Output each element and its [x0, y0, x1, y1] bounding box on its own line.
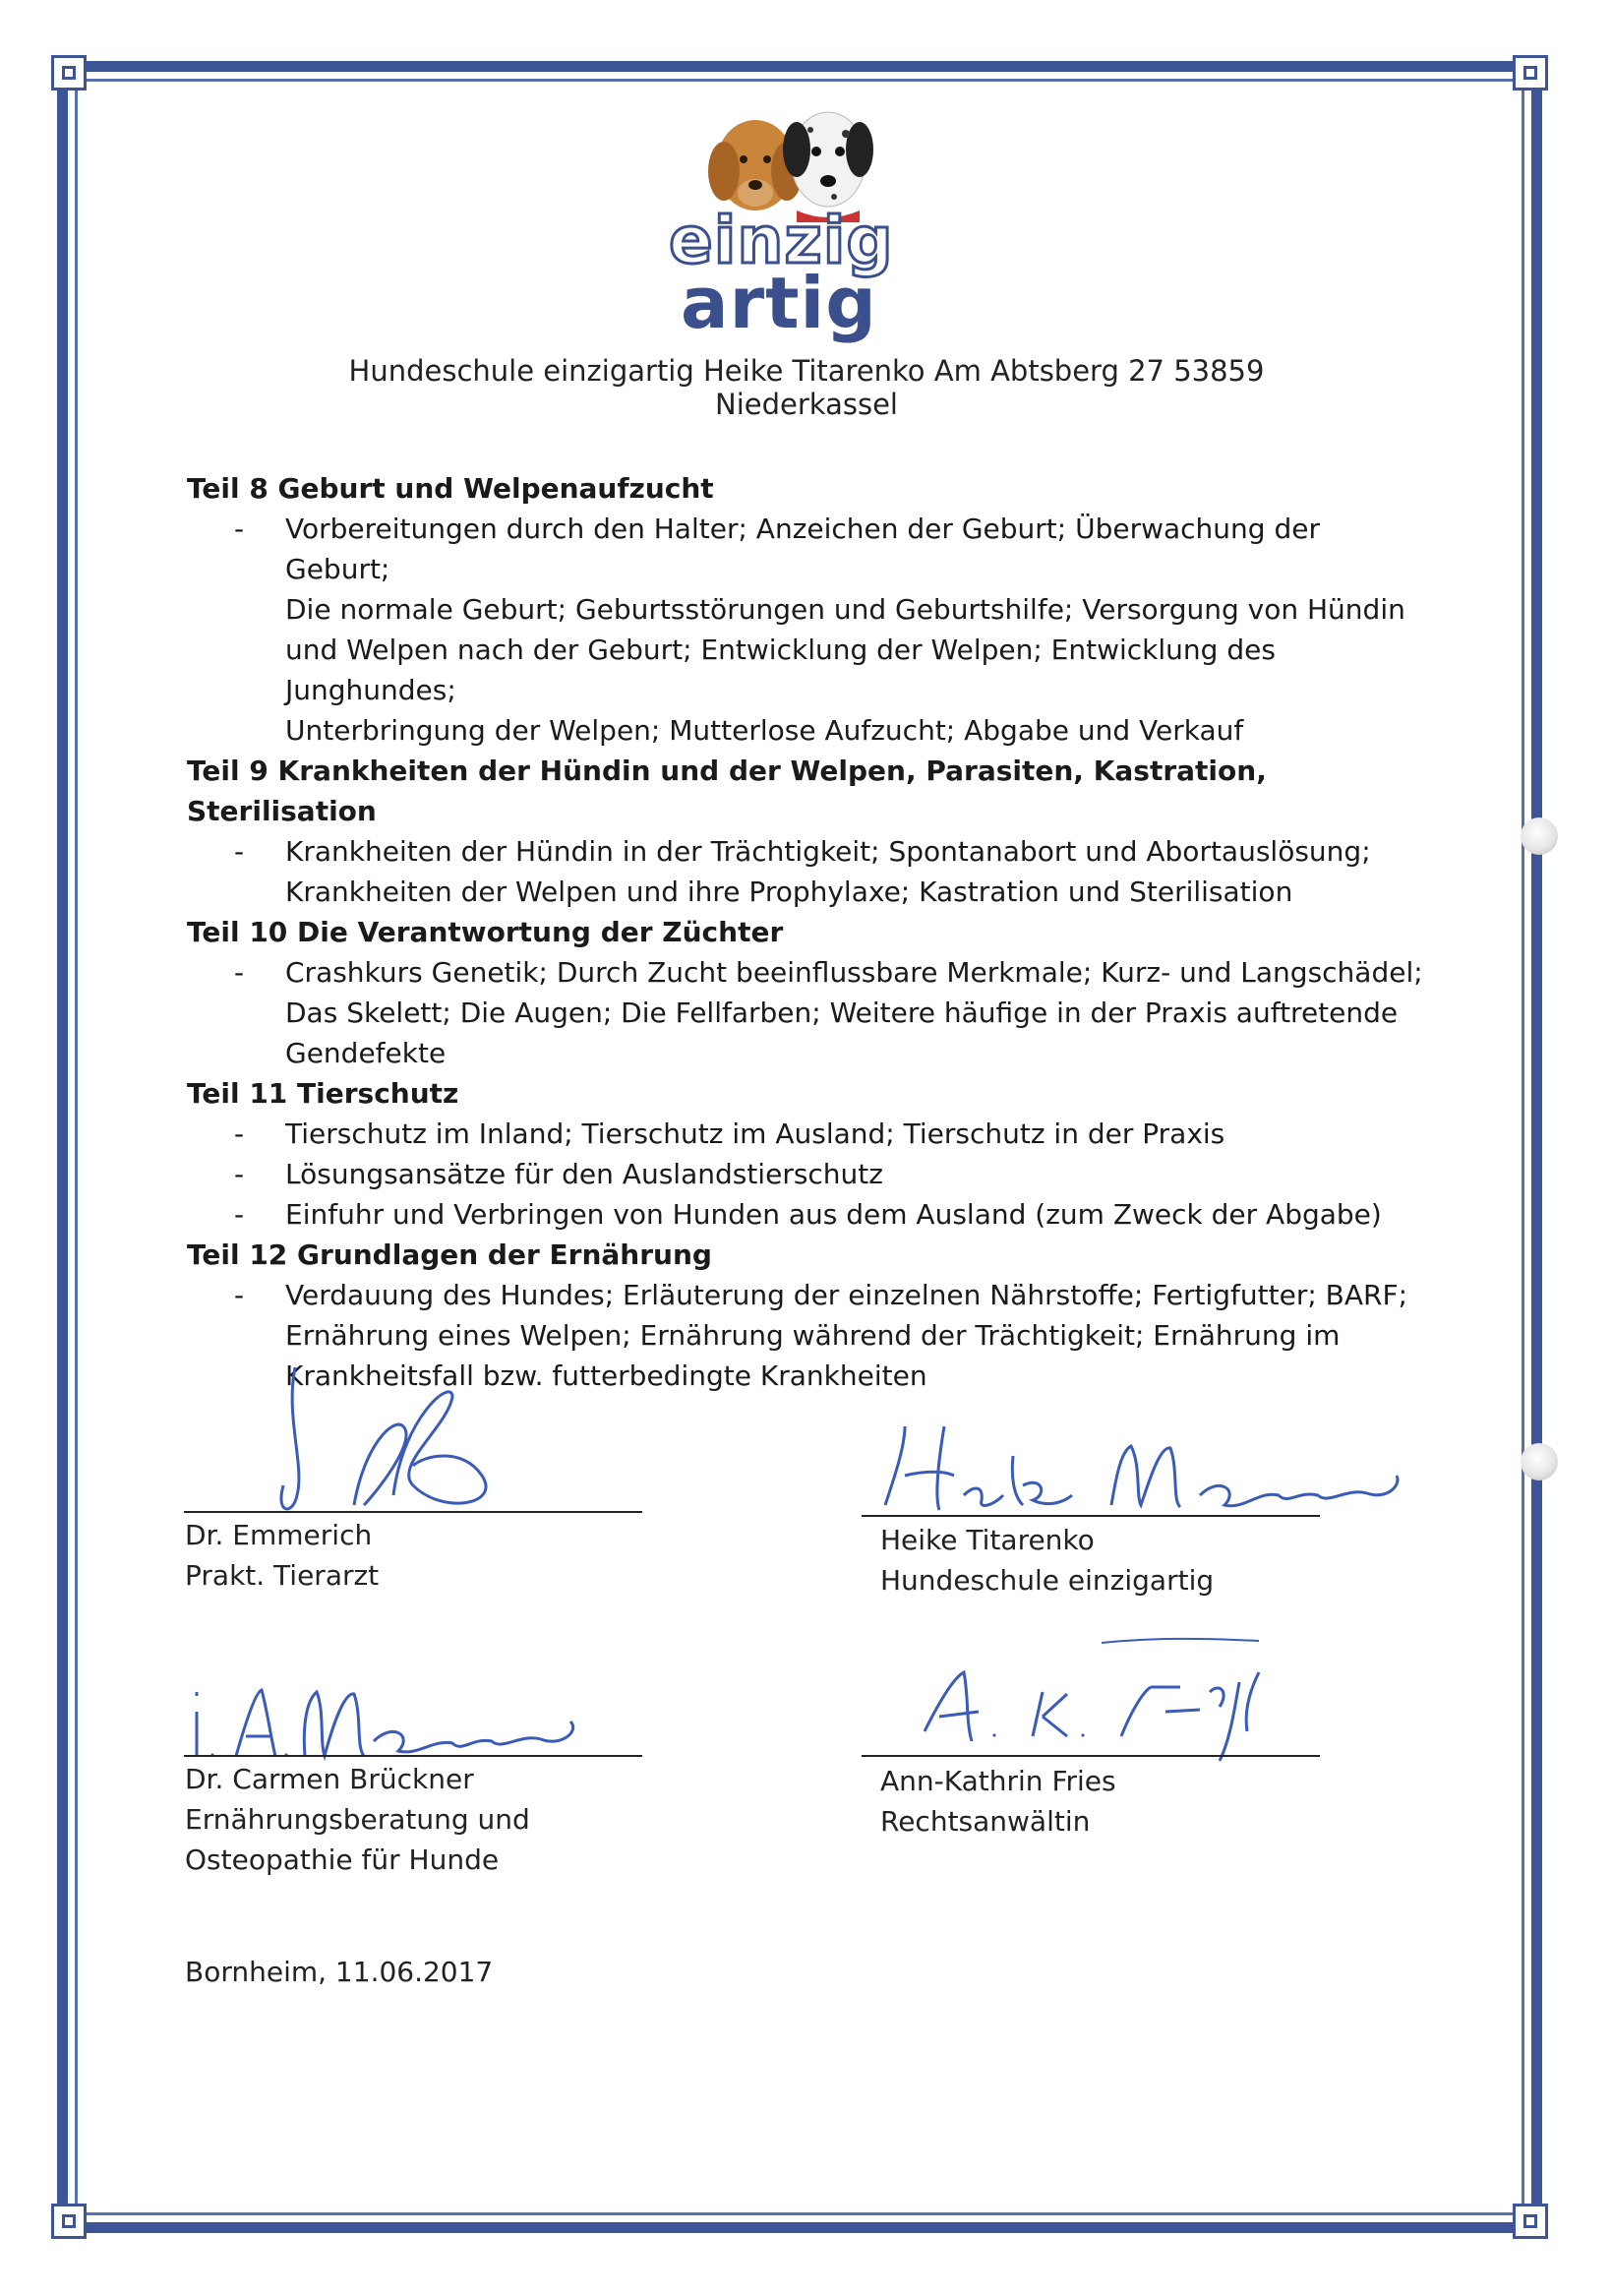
item-text-line: Unterbringung der Welpen; Mutterlose Aufzucht; Abgabe und Verkauf — [285, 714, 1244, 747]
item-text-line: Tierschutz im Inland; Tierschutz im Ausland; Tierschutz in der Praxis — [285, 1118, 1225, 1150]
section-list-item — [187, 1194, 1426, 1235]
bullet-dash: - — [234, 1158, 245, 1190]
signature-line-titarenko — [862, 1515, 1320, 1517]
signatory-name-titarenko: Heike Titarenko — [880, 1524, 1095, 1556]
item-text-line: Krankheitsfall bzw. futterbedingte Krankheiten — [285, 1359, 927, 1392]
bullet-dash: - — [234, 835, 245, 868]
punch-hole-lower — [1521, 1443, 1558, 1480]
item-text-line: Krankheiten der Welpen und ihre Prophylaxe; Kastration und Sterilisation — [285, 876, 1293, 908]
item-text-line: Krankheiten der Hündin in der Trächtigkeit; Spontanabort und Abortauslösung; — [285, 835, 1371, 868]
signatory-role-brueckner-line2: Osteopathie für Hunde — [185, 1843, 500, 1876]
section-title: Teil 9 Krankheiten der Hündin und der Welpen, Parasiten, Kastration, Sterilisation — [187, 755, 1267, 827]
corner-ornament-top-left — [51, 55, 87, 91]
section-list-item — [187, 1114, 1426, 1154]
item-text-line: Lösungsansätze für den Auslandstierschutz — [285, 1158, 883, 1190]
item-text-line: Das Skelett; Die Augen; Die Fellfarben; Weitere häufige in der Praxis auftretende — [285, 997, 1399, 1029]
signature-titarenko — [866, 1417, 1416, 1535]
logo-word-artig: artig — [681, 262, 877, 344]
corner-ornament-top-right — [1513, 55, 1548, 91]
corner-ornament-bottom-right — [1513, 2204, 1548, 2239]
section-title: Teil 8 Geburt und Welpenaufzucht — [187, 472, 714, 505]
corner-ornament-bottom-left — [51, 2204, 87, 2239]
item-text-line: Verdauung des Hundes; Erläuterung der einzelnen Nährstoffe; Fertigfutter; BARF; — [285, 1279, 1408, 1311]
signature-fries — [885, 1623, 1318, 1771]
signatory-role-brueckner-line1: Ernährungsberatung und — [185, 1803, 530, 1836]
item-text-line: Gendefekte — [285, 1037, 447, 1069]
curriculum-content — [187, 468, 1426, 1396]
bullet-dash: - — [234, 513, 245, 545]
place-and-date: Bornheim, 11.06.2017 — [185, 1956, 494, 1988]
punch-hole-upper — [1521, 817, 1558, 855]
company-logo — [659, 94, 954, 344]
signature-line-fries — [862, 1755, 1320, 1757]
signatory-name-emmerich: Dr. Emmerich — [185, 1519, 373, 1551]
section-title: Teil 10 Die Verantwortung der Züchter — [187, 916, 784, 948]
section-list-item — [187, 509, 1426, 751]
logo-word-einzig: einzig — [669, 203, 894, 278]
signatory-name-fries: Ann-Kathrin Fries — [880, 1765, 1116, 1797]
bullet-dash: - — [234, 1279, 245, 1311]
section-title: Teil 11 Tierschutz — [187, 1077, 459, 1110]
signatory-role-titarenko: Hundeschule einzigartig — [880, 1564, 1215, 1597]
item-text-line: Die normale Geburt; Geburtsstörungen und Geburtshilfe; Versorgung von Hündin — [285, 593, 1405, 626]
section-title: Teil 12 Grundlagen der Ernährung — [187, 1239, 712, 1271]
item-text-line: Vorbereitungen durch den Halter; Anzeichen der Geburt; Überwachung der Geburt; — [285, 513, 1320, 585]
bullet-dash: - — [234, 1118, 245, 1150]
item-text-line: Crashkurs Genetik; Durch Zucht beeinflussbare Merkmale; Kurz- und Langschädel; — [285, 956, 1423, 989]
school-address-line: Hundeschule einzigartig Heike Titarenko Am Abtsberg 27 53859 Niederkassel — [348, 354, 1265, 421]
signature-emmerich — [246, 1358, 639, 1535]
item-text-line: und Welpen nach der Geburt; Entwicklung der Welpen; Entwicklung des Junghundes; — [285, 634, 1276, 706]
item-text-line: Einfuhr und Verbringen von Hunden aus dem Ausland (zum Zweck der Abgabe) — [285, 1198, 1382, 1231]
item-text-line: Ernährung eines Welpen; Ernährung während der Trächtigkeit; Ernährung im — [285, 1319, 1341, 1352]
section-list-item — [187, 831, 1426, 912]
bullet-dash: - — [234, 956, 245, 989]
section-list-item — [187, 952, 1426, 1073]
signature-line-emmerich — [184, 1511, 642, 1513]
section-list-item — [187, 1154, 1426, 1194]
bullet-dash: - — [234, 1198, 245, 1231]
signatory-role-fries: Rechtsanwältin — [880, 1805, 1091, 1838]
signatory-role-emmerich: Prakt. Tierarzt — [185, 1559, 380, 1592]
signatory-name-brueckner: Dr. Carmen Brückner — [185, 1763, 474, 1795]
signature-line-brueckner — [184, 1755, 642, 1757]
